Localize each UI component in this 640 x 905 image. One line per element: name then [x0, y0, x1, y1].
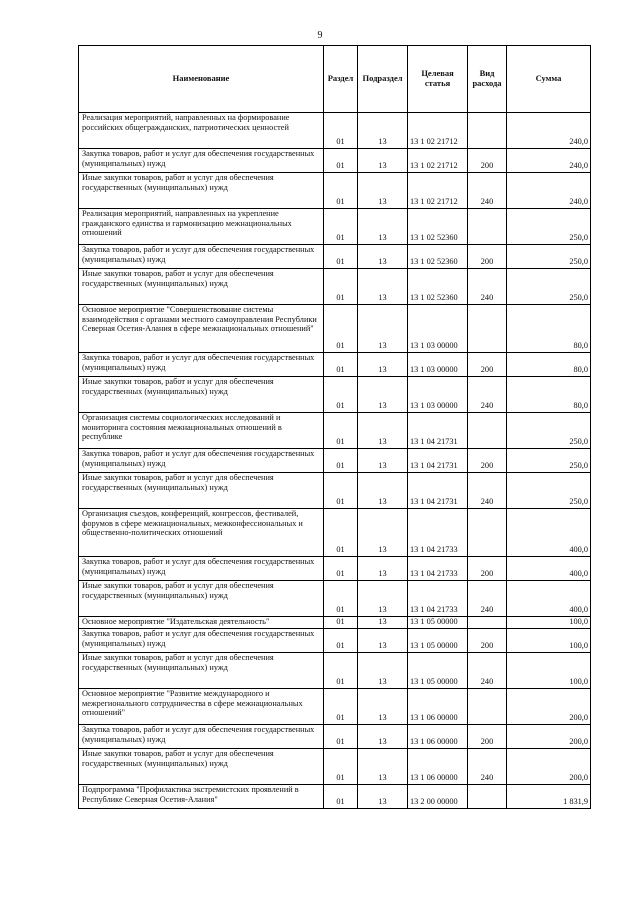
- table-row: [79, 305, 591, 353]
- table-row: [79, 353, 591, 377]
- header-sum: Сумма: [507, 46, 591, 113]
- row-section-cell: 01: [324, 725, 358, 749]
- row-target-cell: 13 1 06 00000: [408, 689, 468, 725]
- row-sum-cell: 250,0: [507, 449, 591, 473]
- row-target-cell: 13 1 04 21733: [408, 557, 468, 581]
- row-type-cell: 240: [468, 653, 507, 689]
- budget-table: [78, 45, 591, 809]
- row-target-cell: 13 1 02 21712: [408, 149, 468, 173]
- row-sum-cell: 200,0: [507, 749, 591, 785]
- table-row: [79, 209, 591, 245]
- row-type-cell: [468, 413, 507, 449]
- row-name-cell: Иные закупки товаров, работ и услуг для обеспечения государственных (муниципальных) нужд: [79, 749, 324, 785]
- row-type-cell: 240: [468, 581, 507, 617]
- row-sum-cell: 400,0: [507, 581, 591, 617]
- row-type-cell: [468, 305, 507, 353]
- table-row: [79, 377, 591, 413]
- table-row: [79, 581, 591, 617]
- row-sum-cell: 250,0: [507, 473, 591, 509]
- table-row: [79, 785, 591, 809]
- row-sum-cell: 250,0: [507, 269, 591, 305]
- row-section-cell: 01: [324, 305, 358, 353]
- row-subsection-cell: 13: [358, 629, 408, 653]
- row-sum-cell: 100,0: [507, 617, 591, 629]
- row-type-cell: 240: [468, 269, 507, 305]
- row-name-cell: Реализация мероприятий, направленных на формирование российских общегражданских, патриотических ценностей: [79, 113, 324, 149]
- table-row: [79, 629, 591, 653]
- row-type-cell: 240: [468, 173, 507, 209]
- table-row: [79, 245, 591, 269]
- row-subsection-cell: 13: [358, 353, 408, 377]
- row-section-cell: 01: [324, 473, 358, 509]
- row-subsection-cell: 13: [358, 557, 408, 581]
- row-subsection-cell: 13: [358, 377, 408, 413]
- row-sum-cell: 400,0: [507, 557, 591, 581]
- row-type-cell: 240: [468, 377, 507, 413]
- row-subsection-cell: 13: [358, 245, 408, 269]
- row-section-cell: 01: [324, 629, 358, 653]
- row-sum-cell: 1 831,9: [507, 785, 591, 809]
- row-sum-cell: 240,0: [507, 113, 591, 149]
- row-section-cell: 01: [324, 353, 358, 377]
- row-target-cell: 13 1 03 00000: [408, 305, 468, 353]
- row-sum-cell: 250,0: [507, 413, 591, 449]
- row-target-cell: 13 1 04 21731: [408, 449, 468, 473]
- row-type-cell: 240: [468, 473, 507, 509]
- row-target-cell: 13 1 03 00000: [408, 353, 468, 377]
- row-name-cell: Закупка товаров, работ и услуг для обеспечения государственных (муниципальных) нужд: [79, 629, 324, 653]
- table-row: [79, 473, 591, 509]
- row-section-cell: 01: [324, 449, 358, 473]
- row-target-cell: 13 1 06 00000: [408, 749, 468, 785]
- row-section-cell: 01: [324, 653, 358, 689]
- row-subsection-cell: 13: [358, 449, 408, 473]
- row-name-cell: Иные закупки товаров, работ и услуг для обеспечения государственных (муниципальных) нужд: [79, 269, 324, 305]
- row-subsection-cell: 13: [358, 785, 408, 809]
- row-type-cell: 200: [468, 149, 507, 173]
- row-section-cell: 01: [324, 269, 358, 305]
- row-section-cell: 01: [324, 173, 358, 209]
- row-type-cell: 240: [468, 749, 507, 785]
- row-target-cell: 13 1 03 00000: [408, 377, 468, 413]
- row-section-cell: 01: [324, 413, 358, 449]
- row-type-cell: [468, 113, 507, 149]
- row-target-cell: 13 1 04 21733: [408, 509, 468, 557]
- row-subsection-cell: 13: [358, 617, 408, 629]
- row-subsection-cell: 13: [358, 749, 408, 785]
- row-subsection-cell: 13: [358, 581, 408, 617]
- row-name-cell: Реализация мероприятий, направленных на укрепление гражданского единства и гармонизацию межнациональных отношений: [79, 209, 324, 245]
- row-type-cell: 200: [468, 353, 507, 377]
- row-section-cell: 01: [324, 149, 358, 173]
- table-row: [79, 557, 591, 581]
- row-type-cell: [468, 509, 507, 557]
- header-type: Вид расхода: [468, 46, 507, 113]
- row-section-cell: 01: [324, 377, 358, 413]
- header-target: Целевая статья: [408, 46, 468, 113]
- table-header-row: [79, 46, 591, 113]
- table-row: [79, 509, 591, 557]
- row-sum-cell: 250,0: [507, 245, 591, 269]
- row-sum-cell: 400,0: [507, 509, 591, 557]
- row-name-cell: Основное мероприятие "Издательская деятельность": [79, 617, 324, 629]
- table-row: [79, 413, 591, 449]
- row-subsection-cell: 13: [358, 473, 408, 509]
- row-name-cell: Иные закупки товаров, работ и услуг для обеспечения государственных (муниципальных) нужд: [79, 653, 324, 689]
- row-target-cell: 13 1 02 52360: [408, 209, 468, 245]
- row-target-cell: 13 1 05 00000: [408, 629, 468, 653]
- row-name-cell: Подпрограмма "Профилактика экстремистских проявлений в Республике Северная Осетия-Алания": [79, 785, 324, 809]
- row-type-cell: [468, 689, 507, 725]
- table-row: [79, 113, 591, 149]
- row-subsection-cell: 13: [358, 209, 408, 245]
- header-subsection: Подраздел: [358, 46, 408, 113]
- row-type-cell: 200: [468, 557, 507, 581]
- row-name-cell: Основное мероприятие "Развитие международного и межрегионального сотрудничества в сфере межнациональных отношений": [79, 689, 324, 725]
- row-sum-cell: 250,0: [507, 209, 591, 245]
- row-sum-cell: 200,0: [507, 725, 591, 749]
- table-row: [79, 653, 591, 689]
- row-section-cell: 01: [324, 509, 358, 557]
- row-name-cell: Иные закупки товаров, работ и услуг для обеспечения государственных (муниципальных) нужд: [79, 173, 324, 209]
- table-row: [79, 749, 591, 785]
- row-name-cell: Закупка товаров, работ и услуг для обеспечения государственных (муниципальных) нужд: [79, 353, 324, 377]
- row-target-cell: 13 1 02 21712: [408, 173, 468, 209]
- row-subsection-cell: 13: [358, 113, 408, 149]
- row-type-cell: [468, 617, 507, 629]
- row-subsection-cell: 13: [358, 305, 408, 353]
- row-sum-cell: 100,0: [507, 653, 591, 689]
- row-type-cell: 200: [468, 449, 507, 473]
- row-section-cell: 01: [324, 785, 358, 809]
- row-type-cell: 200: [468, 245, 507, 269]
- row-name-cell: Иные закупки товаров, работ и услуг для обеспечения государственных (муниципальных) нужд: [79, 377, 324, 413]
- row-section-cell: 01: [324, 209, 358, 245]
- table-row: [79, 269, 591, 305]
- row-section-cell: 01: [324, 617, 358, 629]
- row-sum-cell: 200,0: [507, 689, 591, 725]
- row-name-cell: Закупка товаров, работ и услуг для обеспечения государственных (муниципальных) нужд: [79, 557, 324, 581]
- table-row: [79, 725, 591, 749]
- row-name-cell: Основное мероприятие "Совершенствование системы взаимодействия с органами местного самоуправления Республики Северная Осетия-Алания в сфере межнациональных отношений": [79, 305, 324, 353]
- table-row: [79, 689, 591, 725]
- row-name-cell: Иные закупки товаров, работ и услуг для обеспечения государственных (муниципальных) нужд: [79, 473, 324, 509]
- header-name: Наименование: [79, 46, 324, 113]
- row-type-cell: [468, 785, 507, 809]
- row-target-cell: 13 2 00 00000: [408, 785, 468, 809]
- row-target-cell: 13 1 06 00000: [408, 725, 468, 749]
- row-target-cell: 13 1 05 00000: [408, 617, 468, 629]
- header-section: Раздел: [324, 46, 358, 113]
- table-row: [79, 449, 591, 473]
- row-section-cell: 01: [324, 245, 358, 269]
- row-type-cell: 200: [468, 725, 507, 749]
- row-subsection-cell: 13: [358, 689, 408, 725]
- table-row: [79, 173, 591, 209]
- row-target-cell: 13 1 02 21712: [408, 113, 468, 149]
- row-target-cell: 13 1 02 52360: [408, 245, 468, 269]
- row-section-cell: 01: [324, 113, 358, 149]
- row-sum-cell: 100,0: [507, 629, 591, 653]
- row-subsection-cell: 13: [358, 269, 408, 305]
- row-name-cell: Организация съездов, конференций, конгрессов, фестивалей, форумов в сфере межнациональных, межконфессиональных и общественно-политических отношений: [79, 509, 324, 557]
- row-type-cell: 200: [468, 629, 507, 653]
- row-target-cell: 13 1 04 21731: [408, 473, 468, 509]
- row-subsection-cell: 13: [358, 413, 408, 449]
- page-number: 9: [317, 30, 323, 41]
- row-target-cell: 13 1 04 21731: [408, 413, 468, 449]
- row-sum-cell: 80,0: [507, 377, 591, 413]
- table-row: [79, 149, 591, 173]
- row-name-cell: Закупка товаров, работ и услуг для обеспечения государственных (муниципальных) нужд: [79, 149, 324, 173]
- table-row: [79, 617, 591, 629]
- row-type-cell: [468, 209, 507, 245]
- row-sum-cell: 240,0: [507, 173, 591, 209]
- row-name-cell: Закупка товаров, работ и услуг для обеспечения государственных (муниципальных) нужд: [79, 449, 324, 473]
- row-target-cell: 13 1 04 21733: [408, 581, 468, 617]
- row-sum-cell: 80,0: [507, 305, 591, 353]
- row-name-cell: Иные закупки товаров, работ и услуг для обеспечения государственных (муниципальных) нужд: [79, 581, 324, 617]
- row-section-cell: 01: [324, 557, 358, 581]
- row-name-cell: Закупка товаров, работ и услуг для обеспечения государственных (муниципальных) нужд: [79, 245, 324, 269]
- row-target-cell: 13 1 02 52360: [408, 269, 468, 305]
- row-subsection-cell: 13: [358, 653, 408, 689]
- row-sum-cell: 240,0: [507, 149, 591, 173]
- row-name-cell: Организация системы социологических исследований и мониторинга состояния межнациональных отношений в республике: [79, 413, 324, 449]
- row-section-cell: 01: [324, 749, 358, 785]
- row-name-cell: Закупка товаров, работ и услуг для обеспечения государственных (муниципальных) нужд: [79, 725, 324, 749]
- row-sum-cell: 80,0: [507, 353, 591, 377]
- row-subsection-cell: 13: [358, 509, 408, 557]
- row-section-cell: 01: [324, 581, 358, 617]
- row-target-cell: 13 1 05 00000: [408, 653, 468, 689]
- row-subsection-cell: 13: [358, 149, 408, 173]
- row-section-cell: 01: [324, 689, 358, 725]
- row-subsection-cell: 13: [358, 725, 408, 749]
- row-subsection-cell: 13: [358, 173, 408, 209]
